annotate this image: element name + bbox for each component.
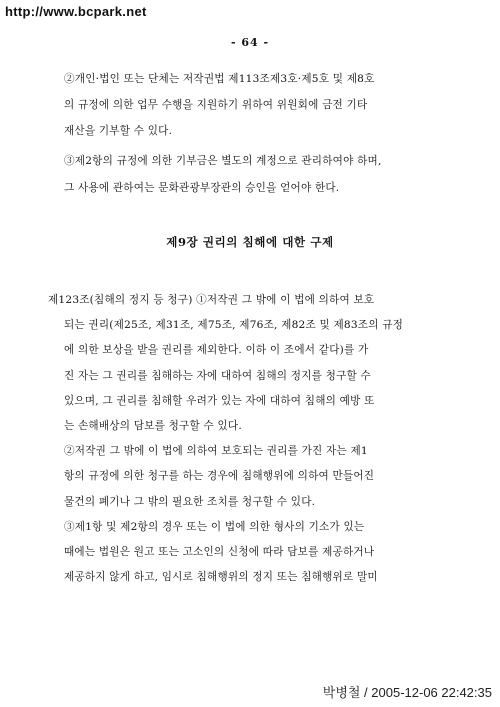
text-line: 때에는 법원은 원고 또는 고소인의 신청에 따라 담보를 제공하거나 <box>64 546 375 559</box>
text-line: 에 의한 보상을 받을 권리를 제외한다. 이하 이 조에서 같다)를 가 <box>64 344 369 357</box>
text-line: 되는 권리(제25조, 제31조, 제75조, 제76조, 제82조 및 제83조의 규정 <box>64 319 404 332</box>
text-line: 항의 규정에 의한 청구를 하는 경우에 침해행위에 의하여 만들어진 <box>64 470 375 483</box>
text-line: 있으며, 그 권리를 침해할 우려가 있는 자에 대하여 침해의 예방 또 <box>64 394 375 407</box>
article-first-line: 제123조(침해의 정지 등 청구) ①저작권 그 밖에 이 법에 의하여 보호 <box>48 294 375 306</box>
article-123 <box>48 288 436 590</box>
text-line: 의 규정에 의한 업무 수행을 지원하기 위하여 위원회에 금전 기타 <box>64 99 368 111</box>
watermark-url: http://www.bcpark.net <box>5 4 147 19</box>
text-line: 그 사용에 관하여는 문화관광부장관의 승인을 얻어야 한다. <box>64 182 340 194</box>
paragraph-donation-account <box>64 148 436 202</box>
text-line: 재산을 기부할 수 있다. <box>64 125 173 137</box>
text-line: 물건의 폐기나 그 밖의 필요한 조치를 청구할 수 있다. <box>64 495 316 508</box>
text-line: 제공하지 않게 하고, 임시로 침해행위의 정지 또는 침해행위로 말미 <box>64 571 378 584</box>
text-line: 는 손해배상의 담보를 청구할 수 있다. <box>64 420 242 433</box>
text-line: ③제1항 및 제2항의 경우 또는 이 법에 의한 형사의 기소가 있는 <box>64 520 365 533</box>
footer-stamp: 박병철 / 2005-12-06 22:42:35 <box>322 685 492 700</box>
paragraph-donation <box>64 66 436 144</box>
page-number: - 64 - <box>230 36 270 49</box>
text-line: ②개인·법인 또는 단체는 저작권법 제113조제3호·제5호 및 제8호 <box>64 73 375 85</box>
text-line: ③제2항의 규정에 의한 기부금은 별도의 계정으로 관리하여야 하며, <box>64 155 382 167</box>
text-line: ②저작권 그 밖에 이 법에 의하여 보호되는 권리를 가진 자는 제1 <box>64 445 368 458</box>
text-line: 진 자는 그 권리를 침해하는 자에 대하여 침해의 정지를 청구할 수 <box>64 369 371 382</box>
chapter-heading: 제9장 권리의 침해에 대한 구제 <box>166 235 334 249</box>
